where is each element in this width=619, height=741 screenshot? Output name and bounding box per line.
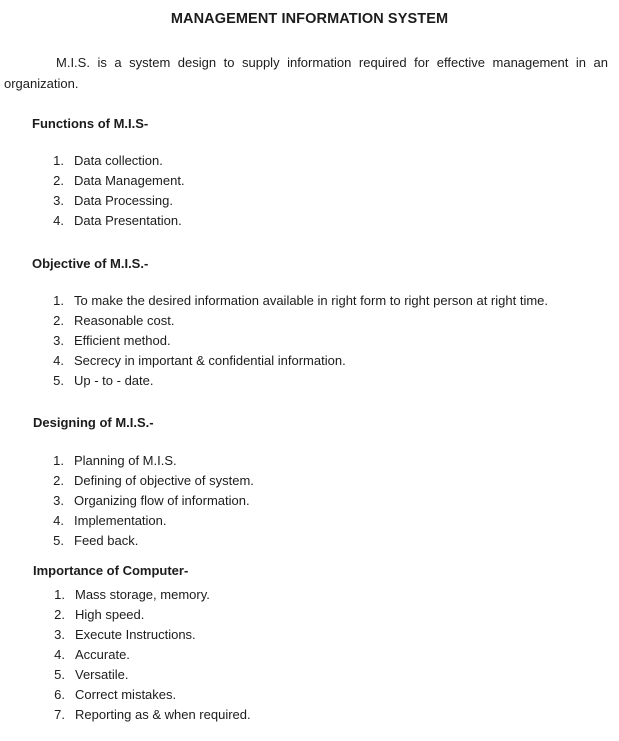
item-text: Data Management. <box>74 173 185 188</box>
item-text: Organizing flow of information. <box>74 493 250 508</box>
item-number: 6. <box>54 687 65 702</box>
item-number: 1. <box>53 453 64 468</box>
intro-text: M.I.S. is a system design to supply information required for effective management in an organization. <box>4 55 608 91</box>
item-number: 3. <box>53 333 64 348</box>
item-text: Planning of M.I.S. <box>74 453 177 468</box>
section-heading-functions: Functions of M.I.S- <box>32 116 149 131</box>
item-text: Up - to - date. <box>74 373 154 388</box>
item-text: Defining of objective of system. <box>74 473 254 488</box>
item-text: Execute Instructions. <box>75 627 196 642</box>
item-text: High speed. <box>75 607 145 622</box>
item-text: Data collection. <box>74 153 163 168</box>
intro-paragraph <box>4 52 608 94</box>
item-number: 1. <box>53 293 64 308</box>
item-number: 2. <box>53 313 64 328</box>
item-text: Correct mistakes. <box>75 687 177 702</box>
item-text: To make the desired information available in right form to right person at right time. <box>74 293 549 308</box>
item-number: 3. <box>53 193 64 208</box>
item-text: Versatile. <box>75 667 129 682</box>
item-text: Accurate. <box>75 647 130 662</box>
item-text: Reasonable cost. <box>74 313 175 328</box>
item-text: Data Presentation. <box>74 213 182 228</box>
item-number: 4. <box>53 513 64 528</box>
item-number: 2. <box>53 473 64 488</box>
item-text: Mass storage, memory. <box>75 587 210 602</box>
section-heading-objective: Objective of M.I.S.- <box>32 256 149 271</box>
item-number: 5. <box>53 373 64 388</box>
item-number: 7. <box>54 707 65 722</box>
item-number: 5. <box>54 667 65 682</box>
item-number: 4. <box>53 213 64 228</box>
item-text: Data Processing. <box>74 193 173 208</box>
item-number: 5. <box>53 533 64 548</box>
item-number: 1. <box>54 587 65 602</box>
item-text: Implementation. <box>74 513 167 528</box>
item-text: Efficient method. <box>74 333 171 348</box>
item-number: 2. <box>53 173 64 188</box>
item-number: 4. <box>54 647 65 662</box>
item-number: 1. <box>53 153 64 168</box>
section-heading-designing: Designing of M.I.S.- <box>33 415 154 430</box>
section-heading-importance: Importance of Computer- <box>33 563 189 578</box>
item-text: Reporting as & when required. <box>75 707 251 722</box>
item-number: 3. <box>53 493 64 508</box>
item-text: Secrecy in important & confidential information. <box>74 353 346 368</box>
item-text: Feed back. <box>74 533 139 548</box>
page-title: MANAGEMENT INFORMATION SYSTEM <box>170 11 449 27</box>
item-number: 3. <box>54 627 65 642</box>
item-number: 2. <box>54 607 65 622</box>
item-number: 4. <box>53 353 64 368</box>
